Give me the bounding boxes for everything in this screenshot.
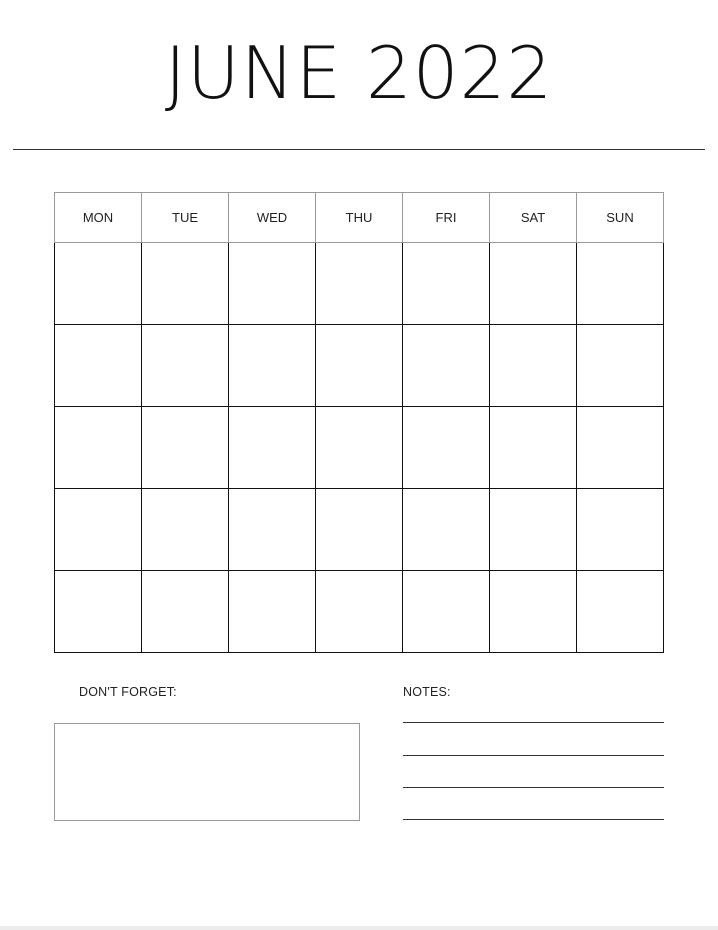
title-divider (13, 149, 705, 150)
weekday-header-row (55, 193, 664, 243)
day-cell (142, 489, 229, 571)
week-row (55, 243, 664, 325)
day-cell (316, 489, 403, 571)
day-cell (490, 407, 577, 489)
day-cell (577, 325, 664, 407)
notes-line[interactable] (403, 755, 664, 756)
calendar-grid (54, 192, 664, 653)
page-title: JUNE 2022 (164, 31, 554, 115)
notes-line[interactable] (403, 819, 664, 820)
day-cell (316, 407, 403, 489)
weekday-header-thu: THU (316, 193, 403, 243)
day-cell (55, 243, 142, 325)
day-cell (577, 243, 664, 325)
day-cell (142, 325, 229, 407)
day-cell (229, 325, 316, 407)
week-row (55, 571, 664, 653)
weekday-header-sat: SAT (490, 193, 577, 243)
day-cell (403, 325, 490, 407)
week-row (55, 489, 664, 571)
notes-line[interactable] (403, 787, 664, 788)
day-cell (577, 571, 664, 653)
day-cell (403, 243, 490, 325)
weekday-header-mon: MON (55, 193, 142, 243)
day-cell (142, 407, 229, 489)
week-row (55, 325, 664, 407)
dont-forget-box[interactable] (54, 723, 360, 821)
weekday-header-sun: SUN (577, 193, 664, 243)
day-cell (229, 571, 316, 653)
notes-label: NOTES: (403, 685, 451, 699)
day-cell (490, 571, 577, 653)
week-row (55, 407, 664, 489)
day-cell (403, 571, 490, 653)
day-cell (229, 489, 316, 571)
weekday-header-tue: TUE (142, 193, 229, 243)
day-cell (55, 489, 142, 571)
dont-forget-label: DON'T FORGET: (79, 685, 177, 699)
weekday-header-wed: WED (229, 193, 316, 243)
day-cell (316, 243, 403, 325)
day-cell (229, 243, 316, 325)
day-cell (55, 571, 142, 653)
day-cell (490, 325, 577, 407)
day-cell (403, 489, 490, 571)
day-cell (142, 571, 229, 653)
day-cell (577, 407, 664, 489)
day-cell (577, 489, 664, 571)
day-cell (142, 243, 229, 325)
day-cell (55, 325, 142, 407)
day-cell (316, 325, 403, 407)
day-cell (316, 571, 403, 653)
weekday-header-fri: FRI (403, 193, 490, 243)
day-cell (55, 407, 142, 489)
notes-line[interactable] (403, 722, 664, 723)
day-cell (229, 407, 316, 489)
page-bottom-edge (0, 926, 718, 930)
day-cell (403, 407, 490, 489)
day-cell (490, 489, 577, 571)
day-cell (490, 243, 577, 325)
